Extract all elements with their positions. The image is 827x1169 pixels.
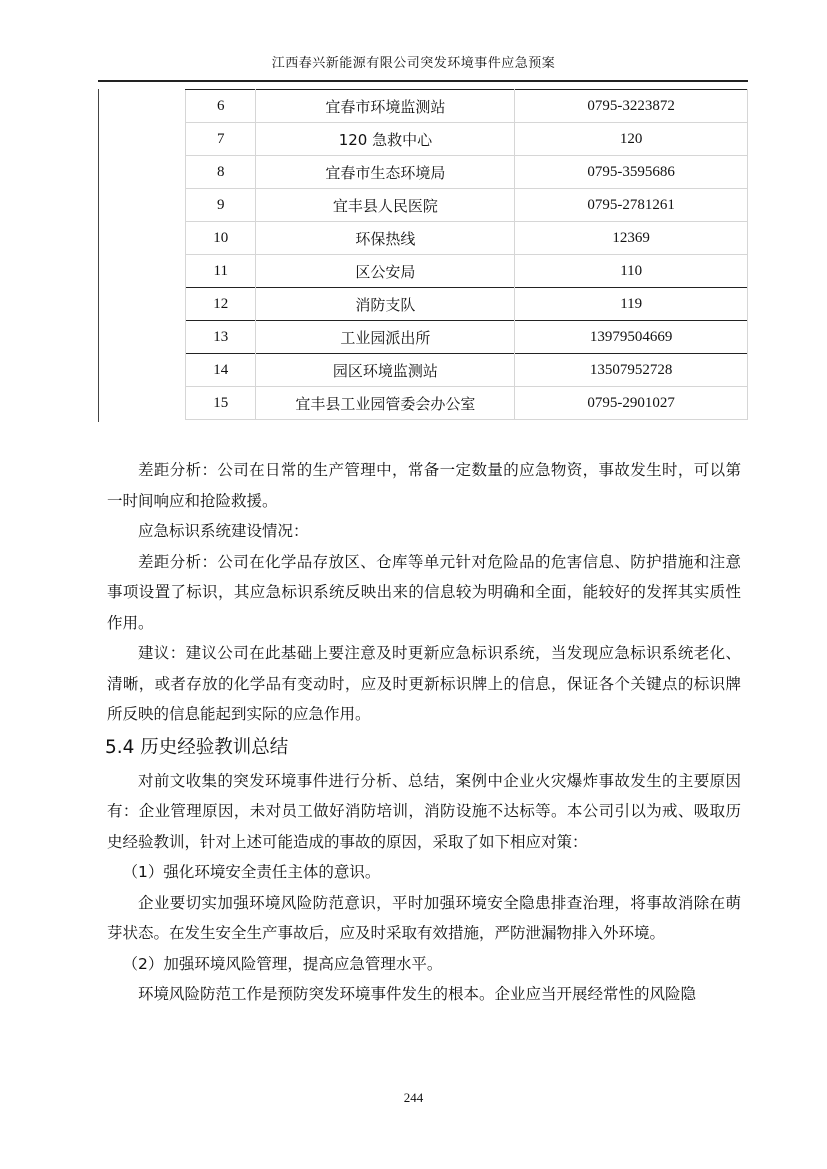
contact-name-cell: 宜春市环境监测站 — [256, 90, 515, 123]
contact-name-cell: 区公安局 — [256, 255, 515, 288]
contact-number-cell: 13 — [186, 321, 256, 354]
contact-name-cell: 消防支队 — [256, 288, 515, 321]
contact-phone-cell: 119 — [515, 288, 748, 321]
table-row — [186, 321, 748, 354]
contact-phone-cell: 0795-2781261 — [515, 189, 748, 222]
table-row — [186, 189, 748, 222]
contact-number-cell: 7 — [186, 123, 256, 156]
contact-name-cell: 宜春市生态环境局 — [256, 156, 515, 189]
measure-2-paragraph: 环境风险防范工作是预防突发环境事件发生的根本。企业应当开展经常性的风险隐 — [138, 985, 697, 1003]
suggestion-paragraph: 建议：建议公司在此基础上要注意及时更新应急标识系统，当发现应急标识系统老化、清晰，或者存放的化学品有变动时，应及时更新标识牌上的信息，保证各个关键点的标识牌所反映的信息能起到实际的应急作用。 — [107, 644, 741, 723]
page-number: 244 — [403, 1090, 424, 1105]
contact-phone-cell: 13507952728 — [515, 354, 748, 387]
table-row — [186, 123, 748, 156]
table-row — [186, 354, 748, 387]
contact-phone-cell: 12369 — [515, 222, 748, 255]
table-left-border — [98, 89, 99, 422]
contact-name-cell: 宜丰县工业园管委会办公室 — [256, 387, 515, 420]
contact-number-cell: 8 — [186, 156, 256, 189]
contact-number-cell: 9 — [186, 189, 256, 222]
document-header-title: 江西春兴新能源有限公司突发环境事件应急预案 — [271, 56, 556, 71]
contact-number-cell: 14 — [186, 354, 256, 387]
contact-phone-cell: 110 — [515, 255, 748, 288]
measure-item-2: （2）加强环境风险管理，提高应急管理水平。 — [122, 954, 443, 973]
contact-number-cell: 10 — [186, 222, 256, 255]
measure-1-paragraph: 企业要切实加强环境风险防范意识，平时加强环境安全隐患排查治理，将事故消除在萌芽状态。在发生安全生产事故后，应及时采取有效措施，严防泄漏物排入外环境。 — [107, 893, 741, 942]
contact-number-cell: 12 — [186, 288, 256, 321]
history-summary-paragraph: 对前文收集的突发环境事件进行分析、总结，案例中企业火灾爆炸事故发生的主要原因有：企业管理原因，未对员工做好消防培训，消防设施不达标等。本公司引以为戒、吸取历史经验教训，针对上述可能造成的事故的原因，采取了如下相应对策： — [107, 771, 741, 851]
contact-number-cell: 6 — [186, 90, 256, 123]
contact-name-cell: 园区环境监测站 — [256, 354, 515, 387]
section-heading: 5.4 历史经验教训总结 — [105, 736, 289, 758]
contact-name-cell: 120 急救中心 — [256, 123, 515, 156]
table-row — [186, 156, 748, 189]
body-content — [107, 455, 741, 1010]
contact-phone-cell: 0795-2901027 — [515, 387, 748, 420]
header-divider — [98, 80, 748, 82]
table-row — [186, 288, 748, 321]
contact-name-cell: 宜丰县人民医院 — [256, 189, 515, 222]
contact-phone-cell: 0795-3223872 — [515, 90, 748, 123]
gap-analysis-paragraph: 差距分析：公司在日常的生产管理中，常备一定数量的应急物资，事故发生时，可以第一时间响应和抢险救援。 — [107, 461, 741, 510]
contact-name-cell: 环保热线 — [256, 222, 515, 255]
emergency-contacts-table — [185, 89, 748, 420]
contact-phone-cell: 0795-3595686 — [515, 156, 748, 189]
measure-item-1: （1）强化环境安全责任主体的意识。 — [122, 863, 381, 881]
table-row — [186, 90, 748, 123]
contact-phone-cell: 13979504669 — [515, 321, 748, 354]
signage-status-heading: 应急标识系统建设情况： — [138, 522, 309, 540]
table-row — [186, 255, 748, 288]
contact-phone-cell: 120 — [515, 123, 748, 156]
contact-number-cell: 15 — [186, 387, 256, 420]
table-row — [186, 222, 748, 255]
contact-number-cell: 11 — [186, 255, 256, 288]
signage-gap-analysis-paragraph: 差距分析：公司在化学品存放区、仓库等单元针对危险品的危害信息、防护措施和注意事项设置了标识，其应急标识系统反映出来的信息较为明确和全面，能较好的发挥其实质性作用。 — [107, 552, 741, 632]
contact-name-cell: 工业园派出所 — [256, 321, 515, 354]
table-row — [186, 387, 748, 420]
